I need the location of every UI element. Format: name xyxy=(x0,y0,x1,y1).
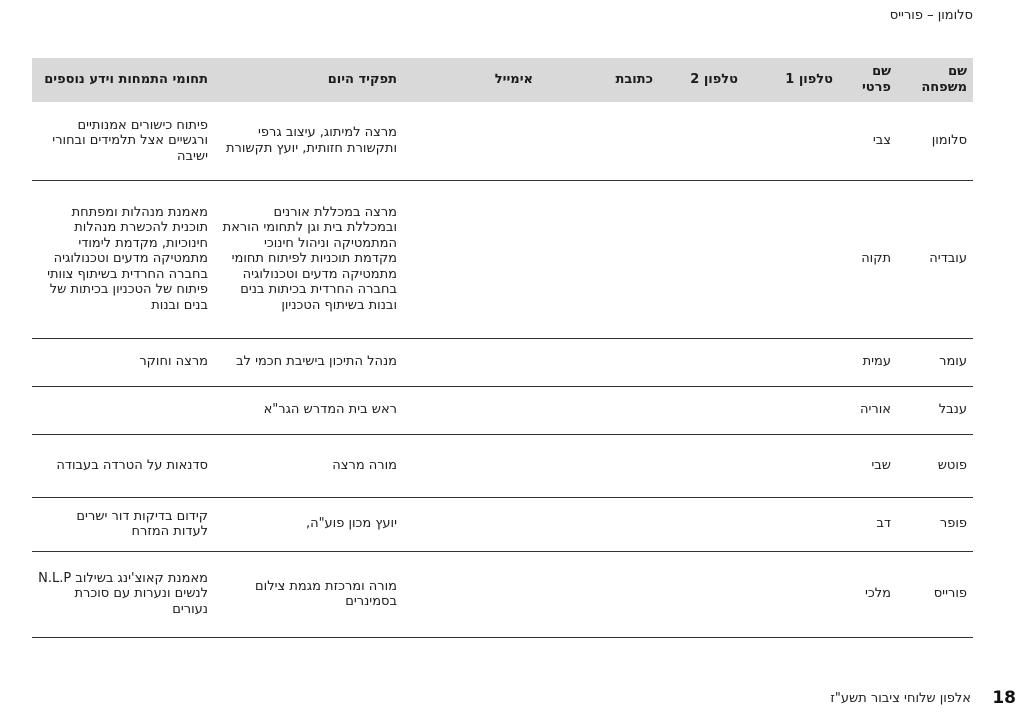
cell-email xyxy=(403,434,573,497)
cell-address xyxy=(573,338,659,386)
col-current-role: תפקיד היום xyxy=(327,72,397,87)
cell-first-name: תקוה xyxy=(839,180,897,338)
cell-expertise: סדנאות על הטרדה בעבודה xyxy=(32,434,214,497)
cell-phone2 xyxy=(659,102,744,180)
cell-phone1 xyxy=(744,551,839,637)
cell-phone1 xyxy=(744,102,839,180)
cell-first-name: עמית xyxy=(839,338,897,386)
cell-phone2 xyxy=(659,434,744,497)
cell-email xyxy=(403,338,573,386)
cell-expertise: מאמנת מנהלות ומפתחת תוכנית להכשרת מנהלות חינוכיות, מקדמת לימודי מתמטיקה מדעים וטכנולוגיה בחברה החרדית בשיתוף צוותי פיתוח של הטכניון בכיתות של בנים ובנות xyxy=(32,180,214,338)
cell-last-name: עובדיה xyxy=(897,180,973,338)
cell-address xyxy=(573,434,659,497)
cell-expertise xyxy=(32,386,214,434)
cell-phone2 xyxy=(659,386,744,434)
cell-first-name: שבי xyxy=(839,434,897,497)
header-row xyxy=(32,58,973,102)
cell-current-role: מורה מרצה xyxy=(214,434,403,497)
cell-last-name: פופר xyxy=(897,497,973,551)
cell-email xyxy=(403,551,573,637)
cell-first-name: אוריה xyxy=(839,386,897,434)
cell-phone1 xyxy=(744,386,839,434)
page-number: 18 xyxy=(992,688,1016,708)
table-row xyxy=(32,102,973,180)
cell-last-name: ענבל xyxy=(897,386,973,434)
cell-phone1 xyxy=(744,434,839,497)
col-address: כתובת xyxy=(615,72,653,87)
cell-last-name: פוטש xyxy=(897,434,973,497)
cell-expertise: מרצה וחוקר xyxy=(32,338,214,386)
col-first-name: שם פרטי xyxy=(861,64,891,95)
cell-phone1 xyxy=(744,180,839,338)
cell-phone2 xyxy=(659,180,744,338)
cell-phone1 xyxy=(744,338,839,386)
cell-address xyxy=(573,102,659,180)
cell-email xyxy=(403,180,573,338)
cell-address xyxy=(573,497,659,551)
table-row xyxy=(32,497,973,551)
col-email: אימייל xyxy=(494,72,533,87)
cell-current-role: מרצה במכללת אורנים ובמכללת בית וגן לתחומי הוראת המתמטיקה וניהול חינוכי מקדמת תוכניות לפיתוח תחומי מתמטיקה מדעים וטכנולוגיה בחברה החרדית בכיתות בנים ובנות בשיתוף הטכניון xyxy=(214,180,403,338)
table-row xyxy=(32,434,973,497)
cell-phone1 xyxy=(744,497,839,551)
cell-phone2 xyxy=(659,497,744,551)
table-row xyxy=(32,180,973,338)
cell-first-name: דב xyxy=(839,497,897,551)
cell-address xyxy=(573,386,659,434)
col-phone2: טלפון 2 xyxy=(690,72,738,87)
cell-current-role: מרצה למיתוג, עיצוב גרפי ותקשורת חזותית, יועץ תקשורת xyxy=(214,102,403,180)
cell-address xyxy=(573,551,659,637)
cell-phone2 xyxy=(659,338,744,386)
cell-current-role: מורה ומרכזת מגמת צילום בסמינרים xyxy=(214,551,403,637)
cell-first-name: מלכי xyxy=(839,551,897,637)
col-expertise: תחומי התמחות וידע נוספים xyxy=(44,72,208,87)
directory-table xyxy=(32,58,973,638)
cell-current-role: מנהל התיכון בישיבת חכמי לב xyxy=(214,338,403,386)
cell-current-role: ראש בית המדרש הגר"א xyxy=(214,386,403,434)
cell-last-name: עומר xyxy=(897,338,973,386)
cell-expertise: קידום בדיקות דור ישרים לעדות המזרח xyxy=(32,497,214,551)
cell-email xyxy=(403,102,573,180)
table-row xyxy=(32,338,973,386)
cell-expertise: מאמנת קאוצ'ינג בשילוב N.L.P לנשים ונערות עם סוכרת נעורים xyxy=(32,551,214,637)
cell-last-name: סלומון xyxy=(897,102,973,180)
cell-email xyxy=(403,386,573,434)
cell-current-role: יועץ מכון פוע"ה, xyxy=(214,497,403,551)
cell-address xyxy=(573,180,659,338)
cell-expertise: פיתוח כישורים אמנותיים ורגשיים אצל תלמידים ובחורי ישיבה xyxy=(32,102,214,180)
cell-last-name: פורייס xyxy=(897,551,973,637)
col-phone1: טלפון 1 xyxy=(785,72,833,87)
col-last-name: שם משפחה xyxy=(921,64,967,95)
table-row xyxy=(32,386,973,434)
running-head: סלומון – פורייס xyxy=(889,8,973,23)
footer-title: אלפון שלוחי ציבור תשע"ז xyxy=(830,691,971,706)
cell-phone2 xyxy=(659,551,744,637)
cell-first-name: צבי xyxy=(839,102,897,180)
cell-email xyxy=(403,497,573,551)
table-row xyxy=(32,551,973,637)
